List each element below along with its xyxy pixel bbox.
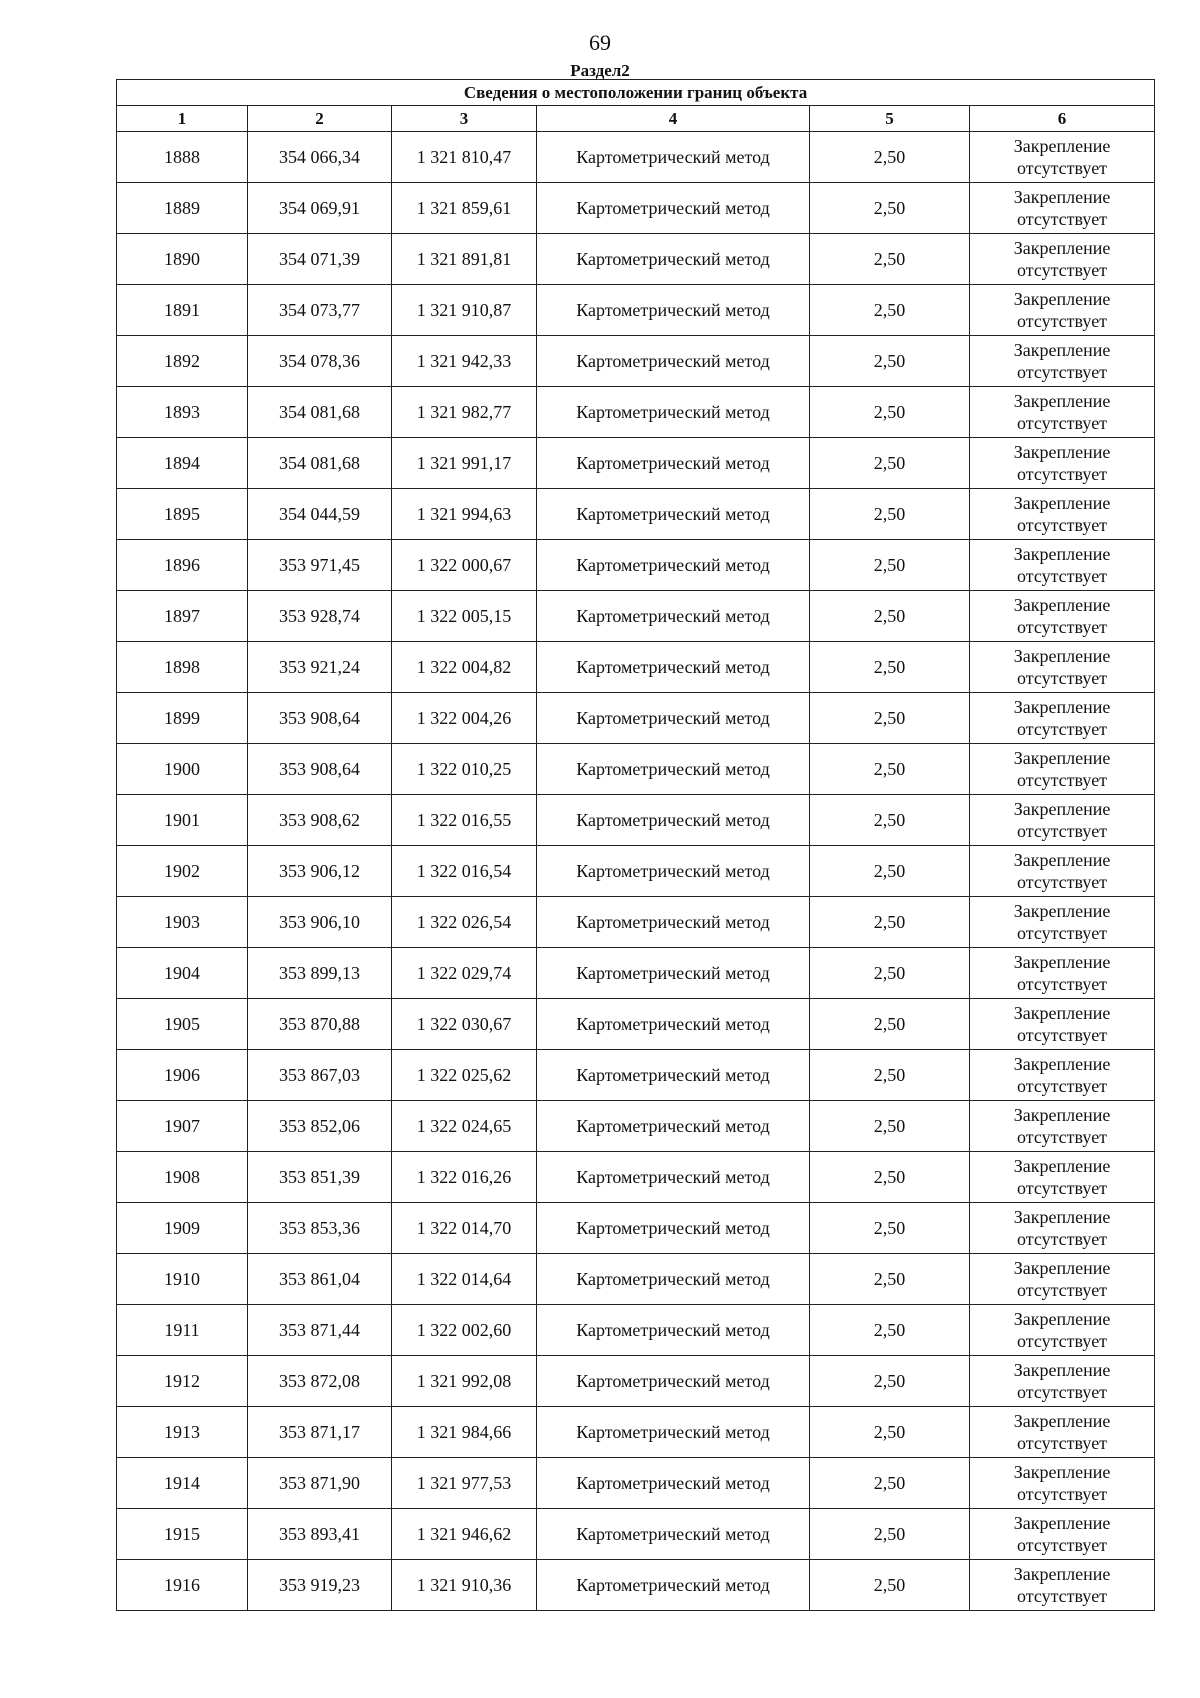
accuracy-cell: 2,50 bbox=[810, 693, 970, 744]
y-coordinate-cell: 1 321 984,66 bbox=[392, 1407, 537, 1458]
method-cell: Картометрический метод bbox=[537, 132, 810, 183]
y-coordinate-cell: 1 322 030,67 bbox=[392, 999, 537, 1050]
fixing-description-cell: Закрепление отсутствует bbox=[970, 1509, 1155, 1560]
point-number-cell: 1913 bbox=[117, 1407, 248, 1458]
table-caption: Сведения о местоположении границ объекта bbox=[117, 80, 1155, 106]
x-coordinate-cell: 353 971,45 bbox=[248, 540, 392, 591]
point-number-cell: 1889 bbox=[117, 183, 248, 234]
table-row bbox=[117, 1050, 1155, 1101]
y-coordinate-cell: 1 321 977,53 bbox=[392, 1458, 537, 1509]
table-row bbox=[117, 999, 1155, 1050]
table-row bbox=[117, 438, 1155, 489]
method-cell: Картометрический метод bbox=[537, 897, 810, 948]
accuracy-cell: 2,50 bbox=[810, 1560, 970, 1611]
accuracy-cell: 2,50 bbox=[810, 897, 970, 948]
point-number-cell: 1892 bbox=[117, 336, 248, 387]
table-row bbox=[117, 897, 1155, 948]
point-number-cell: 1895 bbox=[117, 489, 248, 540]
method-cell: Картометрический метод bbox=[537, 846, 810, 897]
x-coordinate-cell: 353 906,10 bbox=[248, 897, 392, 948]
y-coordinate-cell: 1 321 859,61 bbox=[392, 183, 537, 234]
point-number-cell: 1906 bbox=[117, 1050, 248, 1101]
fixing-description-cell: Закрепление отсутствует bbox=[970, 744, 1155, 795]
method-cell: Картометрический метод bbox=[537, 285, 810, 336]
method-cell: Картометрический метод bbox=[537, 1356, 810, 1407]
fixing-description-cell: Закрепление отсутствует bbox=[970, 540, 1155, 591]
fixing-description-cell: Закрепление отсутствует bbox=[970, 1458, 1155, 1509]
fixing-description-cell: Закрепление отсутствует bbox=[970, 1254, 1155, 1305]
x-coordinate-cell: 353 872,08 bbox=[248, 1356, 392, 1407]
fixing-description-cell: Закрепление отсутствует bbox=[970, 387, 1155, 438]
fixing-description-cell: Закрепление отсутствует bbox=[970, 438, 1155, 489]
y-coordinate-cell: 1 321 810,47 bbox=[392, 132, 537, 183]
method-cell: Картометрический метод bbox=[537, 1203, 810, 1254]
y-coordinate-cell: 1 321 910,36 bbox=[392, 1560, 537, 1611]
y-coordinate-cell: 1 321 992,08 bbox=[392, 1356, 537, 1407]
page-number: 69 bbox=[589, 30, 611, 55]
accuracy-cell: 2,50 bbox=[810, 1458, 970, 1509]
method-cell: Картометрический метод bbox=[537, 642, 810, 693]
accuracy-cell: 2,50 bbox=[810, 489, 970, 540]
fixing-description-cell: Закрепление отсутствует bbox=[970, 846, 1155, 897]
table-row bbox=[117, 285, 1155, 336]
x-coordinate-cell: 354 081,68 bbox=[248, 438, 392, 489]
y-coordinate-cell: 1 322 014,70 bbox=[392, 1203, 537, 1254]
point-number-cell: 1899 bbox=[117, 693, 248, 744]
y-coordinate-cell: 1 321 946,62 bbox=[392, 1509, 537, 1560]
table-row bbox=[117, 489, 1155, 540]
point-number-cell: 1910 bbox=[117, 1254, 248, 1305]
fixing-description-cell: Закрепление отсутствует bbox=[970, 999, 1155, 1050]
fixing-description-cell: Закрепление отсутствует bbox=[970, 1356, 1155, 1407]
section-title: Раздел2 bbox=[570, 61, 630, 80]
fixing-description-cell: Закрепление отсутствует bbox=[970, 1203, 1155, 1254]
point-number-cell: 1912 bbox=[117, 1356, 248, 1407]
accuracy-cell: 2,50 bbox=[810, 132, 970, 183]
x-coordinate-cell: 354 073,77 bbox=[248, 285, 392, 336]
method-cell: Картометрический метод bbox=[537, 948, 810, 999]
x-coordinate-cell: 353 899,13 bbox=[248, 948, 392, 999]
point-number-cell: 1908 bbox=[117, 1152, 248, 1203]
y-coordinate-cell: 1 322 005,15 bbox=[392, 591, 537, 642]
x-coordinate-cell: 353 908,64 bbox=[248, 744, 392, 795]
method-cell: Картометрический метод bbox=[537, 795, 810, 846]
method-cell: Картометрический метод bbox=[537, 591, 810, 642]
x-coordinate-cell: 354 044,59 bbox=[248, 489, 392, 540]
method-cell: Картометрический метод bbox=[537, 1152, 810, 1203]
y-coordinate-cell: 1 322 004,26 bbox=[392, 693, 537, 744]
y-coordinate-cell: 1 322 025,62 bbox=[392, 1050, 537, 1101]
method-cell: Картометрический метод bbox=[537, 1254, 810, 1305]
table-row bbox=[117, 234, 1155, 285]
point-number-cell: 1900 bbox=[117, 744, 248, 795]
method-cell: Картометрический метод bbox=[537, 1560, 810, 1611]
accuracy-cell: 2,50 bbox=[810, 642, 970, 693]
table-row bbox=[117, 795, 1155, 846]
accuracy-cell: 2,50 bbox=[810, 1203, 970, 1254]
y-coordinate-cell: 1 322 016,54 bbox=[392, 846, 537, 897]
boundary-coordinates-table bbox=[116, 79, 1155, 1611]
point-number-cell: 1915 bbox=[117, 1509, 248, 1560]
table-row bbox=[117, 642, 1155, 693]
x-coordinate-cell: 353 893,41 bbox=[248, 1509, 392, 1560]
y-coordinate-cell: 1 322 029,74 bbox=[392, 948, 537, 999]
fixing-description-cell: Закрепление отсутствует bbox=[970, 642, 1155, 693]
y-coordinate-cell: 1 322 024,65 bbox=[392, 1101, 537, 1152]
fixing-description-cell: Закрепление отсутствует bbox=[970, 1560, 1155, 1611]
column-number-3: 3 bbox=[392, 106, 537, 132]
column-number-6: 6 bbox=[970, 106, 1155, 132]
x-coordinate-cell: 353 906,12 bbox=[248, 846, 392, 897]
fixing-description-cell: Закрепление отсутствует bbox=[970, 897, 1155, 948]
table-row bbox=[117, 1101, 1155, 1152]
y-coordinate-cell: 1 322 010,25 bbox=[392, 744, 537, 795]
point-number-cell: 1902 bbox=[117, 846, 248, 897]
accuracy-cell: 2,50 bbox=[810, 234, 970, 285]
column-number-2: 2 bbox=[248, 106, 392, 132]
method-cell: Картометрический метод bbox=[537, 489, 810, 540]
method-cell: Картометрический метод bbox=[537, 540, 810, 591]
point-number-cell: 1890 bbox=[117, 234, 248, 285]
table-row bbox=[117, 1203, 1155, 1254]
x-coordinate-cell: 353 919,23 bbox=[248, 1560, 392, 1611]
method-cell: Картометрический метод bbox=[537, 1509, 810, 1560]
table-row bbox=[117, 1254, 1155, 1305]
accuracy-cell: 2,50 bbox=[810, 795, 970, 846]
x-coordinate-cell: 353 852,06 bbox=[248, 1101, 392, 1152]
table-row bbox=[117, 693, 1155, 744]
table-row bbox=[117, 336, 1155, 387]
y-coordinate-cell: 1 322 016,55 bbox=[392, 795, 537, 846]
accuracy-cell: 2,50 bbox=[810, 438, 970, 489]
accuracy-cell: 2,50 bbox=[810, 846, 970, 897]
point-number-cell: 1898 bbox=[117, 642, 248, 693]
table-row bbox=[117, 1509, 1155, 1560]
accuracy-cell: 2,50 bbox=[810, 1356, 970, 1407]
fixing-description-cell: Закрепление отсутствует bbox=[970, 1050, 1155, 1101]
x-coordinate-cell: 353 871,17 bbox=[248, 1407, 392, 1458]
table-row bbox=[117, 591, 1155, 642]
x-coordinate-cell: 353 908,62 bbox=[248, 795, 392, 846]
column-number-row bbox=[117, 106, 1155, 132]
table-row bbox=[117, 948, 1155, 999]
point-number-cell: 1916 bbox=[117, 1560, 248, 1611]
y-coordinate-cell: 1 322 004,82 bbox=[392, 642, 537, 693]
x-coordinate-cell: 353 867,03 bbox=[248, 1050, 392, 1101]
table-row bbox=[117, 183, 1155, 234]
accuracy-cell: 2,50 bbox=[810, 1407, 970, 1458]
point-number-cell: 1903 bbox=[117, 897, 248, 948]
y-coordinate-cell: 1 322 016,26 bbox=[392, 1152, 537, 1203]
method-cell: Картометрический метод bbox=[537, 336, 810, 387]
fixing-description-cell: Закрепление отсутствует bbox=[970, 1305, 1155, 1356]
fixing-description-cell: Закрепление отсутствует bbox=[970, 132, 1155, 183]
x-coordinate-cell: 354 069,91 bbox=[248, 183, 392, 234]
x-coordinate-cell: 354 071,39 bbox=[248, 234, 392, 285]
point-number-cell: 1891 bbox=[117, 285, 248, 336]
column-number-1: 1 bbox=[117, 106, 248, 132]
y-coordinate-cell: 1 321 991,17 bbox=[392, 438, 537, 489]
fixing-description-cell: Закрепление отсутствует bbox=[970, 948, 1155, 999]
fixing-description-cell: Закрепление отсутствует bbox=[970, 1407, 1155, 1458]
point-number-cell: 1901 bbox=[117, 795, 248, 846]
method-cell: Картометрический метод bbox=[537, 1458, 810, 1509]
point-number-cell: 1904 bbox=[117, 948, 248, 999]
table-row bbox=[117, 387, 1155, 438]
fixing-description-cell: Закрепление отсутствует bbox=[970, 1152, 1155, 1203]
point-number-cell: 1897 bbox=[117, 591, 248, 642]
method-cell: Картометрический метод bbox=[537, 1305, 810, 1356]
method-cell: Картометрический метод bbox=[537, 1101, 810, 1152]
method-cell: Картометрический метод bbox=[537, 744, 810, 795]
table-row bbox=[117, 744, 1155, 795]
fixing-description-cell: Закрепление отсутствует bbox=[970, 489, 1155, 540]
accuracy-cell: 2,50 bbox=[810, 1305, 970, 1356]
table-row bbox=[117, 1152, 1155, 1203]
method-cell: Картометрический метод bbox=[537, 234, 810, 285]
column-number-5: 5 bbox=[810, 106, 970, 132]
fixing-description-cell: Закрепление отсутствует bbox=[970, 285, 1155, 336]
point-number-cell: 1907 bbox=[117, 1101, 248, 1152]
point-number-cell: 1909 bbox=[117, 1203, 248, 1254]
table-row bbox=[117, 1356, 1155, 1407]
y-coordinate-cell: 1 321 891,81 bbox=[392, 234, 537, 285]
x-coordinate-cell: 354 078,36 bbox=[248, 336, 392, 387]
method-cell: Картометрический метод bbox=[537, 183, 810, 234]
y-coordinate-cell: 1 321 942,33 bbox=[392, 336, 537, 387]
point-number-cell: 1893 bbox=[117, 387, 248, 438]
y-coordinate-cell: 1 322 026,54 bbox=[392, 897, 537, 948]
point-number-cell: 1914 bbox=[117, 1458, 248, 1509]
x-coordinate-cell: 353 928,74 bbox=[248, 591, 392, 642]
point-number-cell: 1888 bbox=[117, 132, 248, 183]
point-number-cell: 1894 bbox=[117, 438, 248, 489]
table-caption-row bbox=[117, 80, 1155, 106]
accuracy-cell: 2,50 bbox=[810, 591, 970, 642]
table-row bbox=[117, 1560, 1155, 1611]
x-coordinate-cell: 353 870,88 bbox=[248, 999, 392, 1050]
accuracy-cell: 2,50 bbox=[810, 1152, 970, 1203]
fixing-description-cell: Закрепление отсутствует bbox=[970, 1101, 1155, 1152]
table-row bbox=[117, 1458, 1155, 1509]
y-coordinate-cell: 1 321 910,87 bbox=[392, 285, 537, 336]
fixing-description-cell: Закрепление отсутствует bbox=[970, 336, 1155, 387]
fixing-description-cell: Закрепление отсутствует bbox=[970, 234, 1155, 285]
x-coordinate-cell: 353 871,90 bbox=[248, 1458, 392, 1509]
method-cell: Картометрический метод bbox=[537, 387, 810, 438]
x-coordinate-cell: 353 853,36 bbox=[248, 1203, 392, 1254]
y-coordinate-cell: 1 322 014,64 bbox=[392, 1254, 537, 1305]
accuracy-cell: 2,50 bbox=[810, 1050, 970, 1101]
y-coordinate-cell: 1 321 994,63 bbox=[392, 489, 537, 540]
x-coordinate-cell: 354 066,34 bbox=[248, 132, 392, 183]
accuracy-cell: 2,50 bbox=[810, 1509, 970, 1560]
method-cell: Картометрический метод bbox=[537, 438, 810, 489]
method-cell: Картометрический метод bbox=[537, 999, 810, 1050]
method-cell: Картометрический метод bbox=[537, 693, 810, 744]
column-number-4: 4 bbox=[537, 106, 810, 132]
method-cell: Картометрический метод bbox=[537, 1050, 810, 1101]
y-coordinate-cell: 1 322 000,67 bbox=[392, 540, 537, 591]
accuracy-cell: 2,50 bbox=[810, 1101, 970, 1152]
fixing-description-cell: Закрепление отсутствует bbox=[970, 795, 1155, 846]
point-number-cell: 1911 bbox=[117, 1305, 248, 1356]
accuracy-cell: 2,50 bbox=[810, 540, 970, 591]
table-row bbox=[117, 1407, 1155, 1458]
point-number-cell: 1896 bbox=[117, 540, 248, 591]
x-coordinate-cell: 353 871,44 bbox=[248, 1305, 392, 1356]
accuracy-cell: 2,50 bbox=[810, 387, 970, 438]
accuracy-cell: 2,50 bbox=[810, 336, 970, 387]
x-coordinate-cell: 353 908,64 bbox=[248, 693, 392, 744]
accuracy-cell: 2,50 bbox=[810, 285, 970, 336]
accuracy-cell: 2,50 bbox=[810, 1254, 970, 1305]
table-row bbox=[117, 540, 1155, 591]
x-coordinate-cell: 353 861,04 bbox=[248, 1254, 392, 1305]
method-cell: Картометрический метод bbox=[537, 1407, 810, 1458]
table-row bbox=[117, 846, 1155, 897]
fixing-description-cell: Закрепление отсутствует bbox=[970, 693, 1155, 744]
point-number-cell: 1905 bbox=[117, 999, 248, 1050]
table-row bbox=[117, 132, 1155, 183]
x-coordinate-cell: 353 851,39 bbox=[248, 1152, 392, 1203]
fixing-description-cell: Закрепление отсутствует bbox=[970, 591, 1155, 642]
x-coordinate-cell: 353 921,24 bbox=[248, 642, 392, 693]
table-body bbox=[117, 132, 1155, 1611]
y-coordinate-cell: 1 321 982,77 bbox=[392, 387, 537, 438]
table-row bbox=[117, 1305, 1155, 1356]
accuracy-cell: 2,50 bbox=[810, 948, 970, 999]
accuracy-cell: 2,50 bbox=[810, 999, 970, 1050]
x-coordinate-cell: 354 081,68 bbox=[248, 387, 392, 438]
accuracy-cell: 2,50 bbox=[810, 744, 970, 795]
fixing-description-cell: Закрепление отсутствует bbox=[970, 183, 1155, 234]
accuracy-cell: 2,50 bbox=[810, 183, 970, 234]
y-coordinate-cell: 1 322 002,60 bbox=[392, 1305, 537, 1356]
